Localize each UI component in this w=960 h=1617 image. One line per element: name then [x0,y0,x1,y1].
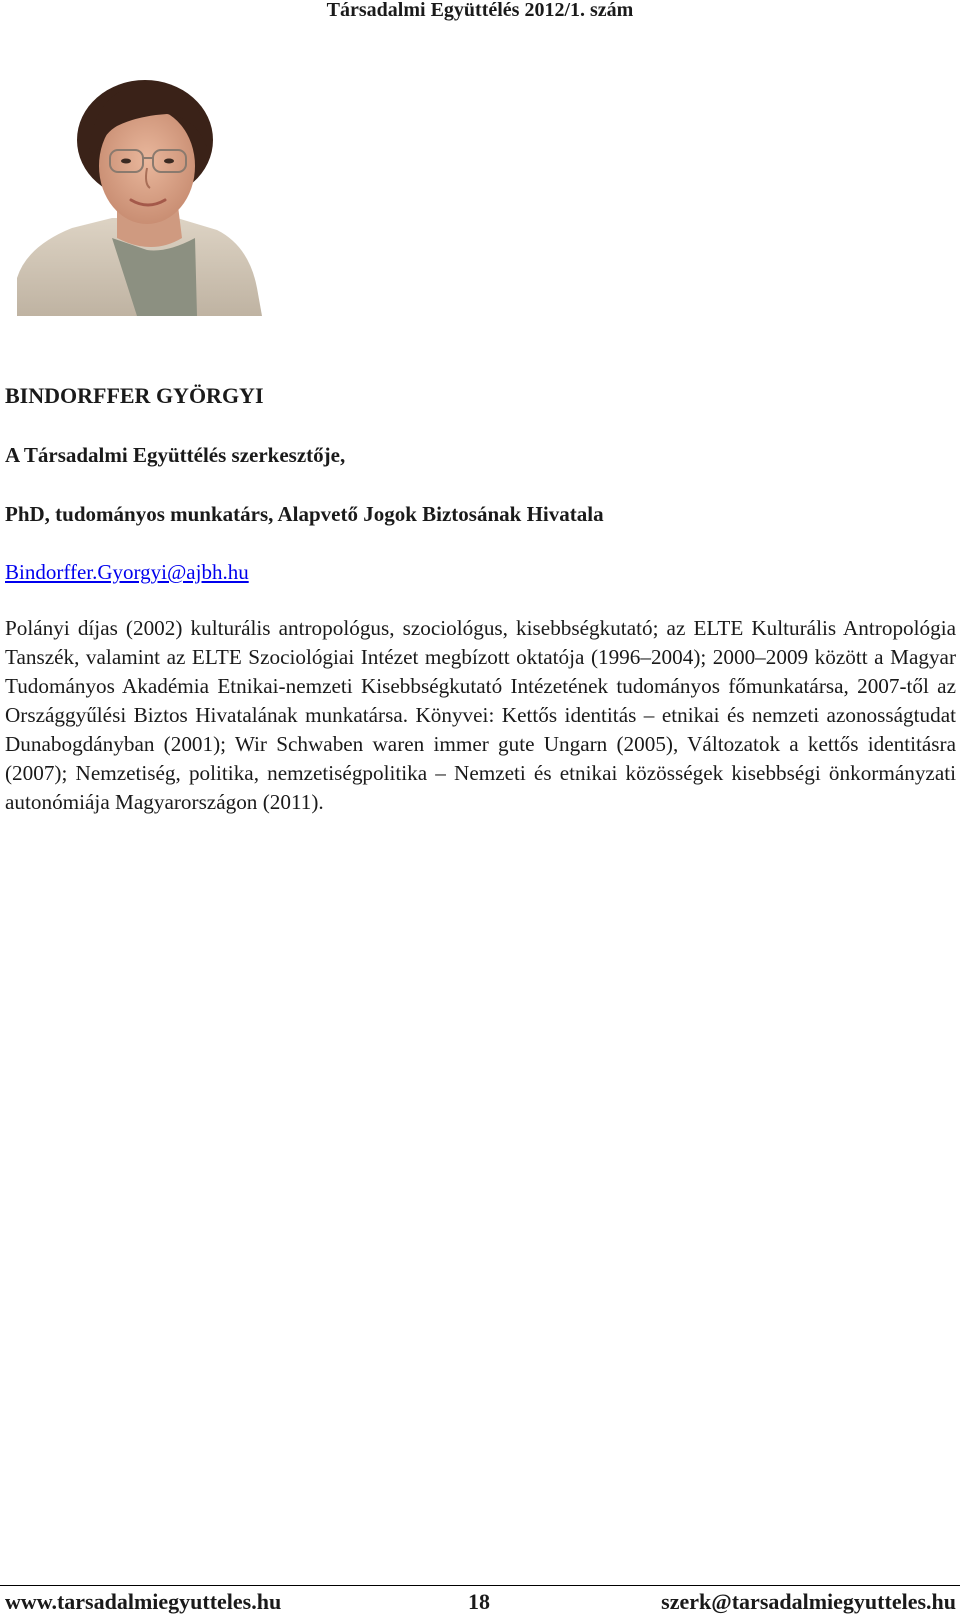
footer-divider [0,1585,960,1586]
portrait-photo [17,78,272,316]
email-link[interactable]: Bindorffer.Gyorgyi@ajbh.hu [5,560,249,584]
footer-website: www.tarsadalmiegyutteles.hu [5,1589,282,1614]
page-footer [5,1588,956,1616]
page-header: Társadalmi Együttélés 2012/1. szám [326,0,634,21]
person-name: BINDORFFER GYÖRGYI [5,383,264,408]
biography-paragraph: Polányi díjas (2002) kulturális antropológus, szociológus, kisebbségkutató; az ELTE Kulturális Antropológia Tanszék, valamint az ELTE Szociológiai Intézet megbízott oktatója (1996–2004); 2000–2009 között a Magyar Tudományos Akadémia Etnikai-nemzeti Kisebbségkutató Intézetének tudományos főmunkatársa, 2007-től az Országgyűlési Biztos Hivatalának munkatársa. Könyvei: Kettős identitás – etnikai és nemzeti azonosságtudat Dunabogdányban (2001); Wir Schwaben waren immer gute Ungarn (2005), Változatok a kettős identitásra (2007); Nemzetiség, politika, nemzetiségpolitika – Nemzeti és etnikai közösségek kisebbségi önkormányzati autonómiája Magyarországon (2011). [5,616,956,814]
role-editor: A Társadalmi Együttélés szerkesztője, [5,443,346,467]
footer-email: szerk@tarsadalmiegyutteles.hu [661,1589,956,1614]
role-position: PhD, tudományos munkatárs, Alapvető Jogok Biztosának Hivatala [5,502,604,526]
page-number: 18 [468,1589,490,1614]
